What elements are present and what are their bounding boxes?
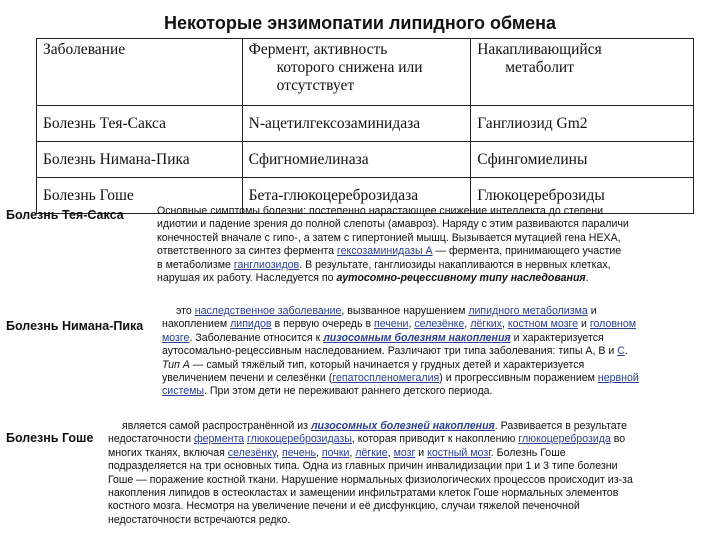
text-line: идиотии и падение зрения до полной слепоты (амавроз). Наряду с этим развиваются параличи xyxy=(157,218,629,231)
bone-marrow-link[interactable]: костный мозг xyxy=(427,446,491,459)
brain-link[interactable]: мозг xyxy=(393,446,416,459)
page-title: Некоторые энзимопатии липидного обмена xyxy=(163,13,557,33)
text-line: Основные симптомы болезни: постепенно нарастающее снижение интеллекта до степени xyxy=(157,205,604,217)
text-line: недостаточности фермента глюкоцереброзидазы, которая приводит к накоплению глюкоцереброзида во xyxy=(108,433,626,446)
type-c-link[interactable]: С xyxy=(617,345,625,358)
gaucher-label: Болезнь Гоше xyxy=(6,431,94,445)
text-line: накоплением липидов в первую очередь в печени, селезёнке, лёгких, костном мозге и головном xyxy=(162,318,637,331)
text-line: аутосомально-рецессивным наследованием. Различают три типа заболевания: типы А, В и С. xyxy=(162,345,628,358)
lipids-link[interactable]: липидов xyxy=(230,318,272,331)
header-metabolite-line: Накапливающийся xyxy=(477,41,602,58)
table-row xyxy=(37,142,694,178)
header-enzyme-line: отсутствует xyxy=(276,77,355,94)
text-line: увеличением печени и селезёнки (гепатоспленомегалия) и прогрессивным поражением нервной xyxy=(162,372,639,385)
text-line: является самой распространённой из лизосомных болезней накопления. Развивается в результате xyxy=(122,420,628,432)
lipid-metabolism-link[interactable]: липидного метаболизма xyxy=(468,305,588,317)
lungs-link[interactable]: лёгкие xyxy=(355,446,388,459)
header-enzyme xyxy=(242,39,471,106)
lysosomal-diseases-link[interactable]: лизосомных болезней накопления xyxy=(310,420,495,432)
cell-disease: Болезнь Нимана-Пика xyxy=(37,142,243,178)
niemann-pick-description xyxy=(162,305,639,399)
header-disease: Заболевание xyxy=(37,39,243,106)
tay-sachs-description xyxy=(157,205,629,285)
liver-link[interactable]: печень xyxy=(281,446,317,459)
cell-disease: Болезнь Гоше xyxy=(37,178,243,214)
text-line: системы. При этом дети не переживают раннего детского периода. xyxy=(162,385,493,398)
table-header-row xyxy=(37,39,694,106)
header-enzyme-line: Фермент, активность xyxy=(248,41,388,58)
header-metabolite-line: метаболит xyxy=(505,59,575,76)
glucocerebroside-link[interactable]: глюкоцереброзида xyxy=(518,433,611,446)
gangliosides-link[interactable]: ганглиозидов xyxy=(233,258,300,271)
hexosaminidase-link[interactable]: гексозаминидазы А xyxy=(336,245,433,258)
spleen-link[interactable]: селезёнку xyxy=(227,446,277,459)
glucocerebrosidase-link[interactable]: глюкоцереброзидазы xyxy=(247,433,352,446)
text-line: подразделяется на три основных типа. Одна из главных причин инвалидизации при 1 и 3 типе болезни xyxy=(108,460,618,473)
enzymopathy-table xyxy=(36,38,694,214)
brain-link[interactable]: головном xyxy=(589,318,637,331)
cell-metabolite: Сфингомиелины xyxy=(471,142,694,178)
cell-metabolite: Глюкоцереброзиды xyxy=(471,178,694,214)
text-line: многих тканях, включая селезёнку, печень, почки, лёгкие, мозг и костный мозг. Болезнь Гоше xyxy=(108,446,566,459)
text-line: конечностей вначале с гипо-, а затем с гипертонией мышц. Вызывается мутацией гена HEXA, xyxy=(157,231,621,244)
kidneys-link[interactable]: почки xyxy=(321,446,350,459)
text-line: ответственного за синтез фермента гексозаминидазы А — фермента, принимающего участие xyxy=(157,245,622,258)
lungs-link[interactable]: лёгких xyxy=(470,318,502,331)
niemann-pick-label: Болезнь Нимана-Пика xyxy=(6,319,144,333)
hepatosplenomegaly-link[interactable]: гепатоспленомегалия xyxy=(332,372,440,385)
header-enzyme-line: которого снижена или xyxy=(276,59,423,76)
text-line: Гоше — поражение костной ткани. Нарушение нормальных физиологических процессов происходит из-за xyxy=(108,473,633,486)
header-metabolite xyxy=(471,39,694,106)
text-line: Тип А — самый тяжёлый тип, который начинается у грудных детей и характеризуется xyxy=(162,358,585,371)
hereditary-disease-link[interactable]: наследственное заболевание xyxy=(194,305,342,317)
table-row xyxy=(37,106,694,142)
nervous-system-link[interactable]: системы xyxy=(162,385,205,398)
text-line: в метаболизме ганглиозидов. В результате, ганглиозиды накапливаются в нервных клетках, xyxy=(157,258,611,271)
cell-metabolite: Ганглиозид Gm2 xyxy=(471,106,694,142)
nervous-system-link[interactable]: нервной xyxy=(597,372,639,385)
spleen-link[interactable]: селезёнке xyxy=(414,318,465,331)
lysosomal-diseases-link[interactable]: лизосомным болезням накопления xyxy=(323,331,511,344)
text-line: это наследственное заболевание, вызванное нарушением липидного метаболизма и xyxy=(176,305,597,317)
bone-marrow-link[interactable]: костном мозге xyxy=(507,318,579,331)
gaucher-description xyxy=(108,420,633,527)
liver-link[interactable]: печени xyxy=(374,318,409,331)
cell-enzyme: N-ацетилгексозаминидаза xyxy=(242,106,471,142)
enzyme-link[interactable]: фермента xyxy=(193,433,245,446)
text-line: мозге. Заболевание относится к лизосомным болезням накопления и характеризуется xyxy=(162,331,604,344)
brain-link[interactable]: мозге xyxy=(162,331,190,344)
text-line: костного мозга. Несмотря на увеличение печени и её дисфункцию, случаи тяжелой печеночной xyxy=(108,500,580,513)
cell-enzyme: Сфигномиелиназа xyxy=(242,142,471,178)
text-line: накопления липидов в остеокластах и замещении инфильтратами клеток Гоше нормальных элементов xyxy=(108,487,619,500)
text-line: нарушая их работу. Наследуется по аутосомно-рецессивному типу наследования. xyxy=(157,272,589,285)
text-line: недостаточности встречаются редко. xyxy=(108,513,291,526)
tay-sachs-label: Болезнь Тея-Сакса xyxy=(6,208,124,222)
cell-disease: Болезнь Тея-Сакса xyxy=(37,106,243,142)
cell-enzyme: Бета-глюкоцереброзидаза xyxy=(242,178,471,214)
